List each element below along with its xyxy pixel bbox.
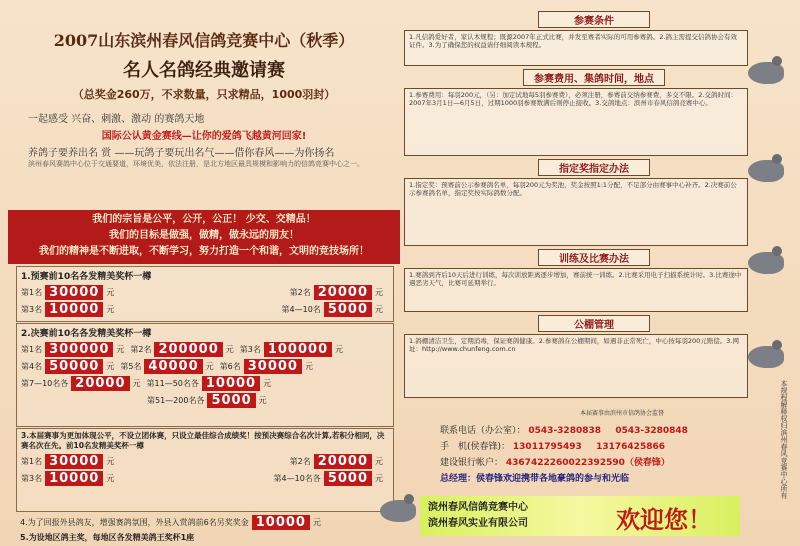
prize-amount: 5000: [207, 393, 255, 408]
company-name-1: 滨州春风信鸽竞赛中心: [428, 502, 528, 513]
pigeon-icon: [748, 346, 784, 368]
prize-label: 第1名: [21, 457, 43, 466]
prize-amount: 200000: [154, 342, 222, 357]
training-box: 1.赛鸽到齐后10天后进行训练，每次训放距离逐步增加，赛前统一训练。2.比赛采用电子扫描系统计时。3.比赛途中遇恶劣天气，比赛可延期举行。: [404, 268, 748, 312]
section-3-title: 3.本届赛事为更加体现公平，不设立团体赛，只设立最佳综合成绩奖！按预决赛综合名次计算,若积分相同，决赛名次在先。前10名发精美奖杯一樽: [21, 431, 385, 450]
prize-amount: 10000: [45, 471, 103, 486]
prize-label: 第4—10名各: [273, 474, 321, 483]
prize-row: [17, 301, 393, 318]
vertical-note: 本规程解释权归滨州春风竞赛中心所有: [780, 380, 788, 499]
prize-unit: 元: [132, 379, 141, 388]
bank-account: 4367422260022392590（侯春锋）: [505, 458, 670, 468]
prize-unit: 元: [116, 345, 125, 354]
prize-label: 第2名: [289, 288, 311, 297]
slogan-3: 养鸽子要养出名 赏 ——玩鸽子要玩出名气——借你春风——为你扬名: [28, 148, 335, 159]
pigeon-icon: [748, 62, 784, 84]
section-2-title: 2.决赛前10名各发精美奖杯一樽: [21, 329, 152, 339]
prize-section-3: [16, 428, 394, 512]
banner-line-1: 我们的宗旨是公平，公开，公正！ 少交、交精品！: [92, 214, 316, 225]
prize-unit: 元: [225, 345, 234, 354]
prize-amount: 5000: [324, 302, 372, 317]
contact-mobile: [440, 439, 688, 452]
prize-unit: 元: [106, 288, 115, 297]
prize-unit: 元: [375, 474, 383, 483]
event-title-2: 名人名鸽经典邀请赛: [123, 60, 285, 81]
prize-label: 第2名: [289, 457, 311, 466]
management-box: 1.鸽棚清洁卫生，定期消毒，保证赛鸽健康。2.参赛鸽在公棚期间，如遇非正常死亡，中心按每羽200元赔偿。3.网址：http://www.chunfeng.com.cn: [404, 334, 748, 398]
prize-unit: 元: [263, 379, 272, 388]
supervision-note: 本届赛事由滨州市信鸽协会监督: [580, 410, 665, 417]
intro-text: 滨州春风赛鸽中心位于交通要道，环境优美，依法注册，是北方地区最具规模和影响力的信鸽竞赛中心之一。: [28, 160, 364, 168]
slogans: [28, 108, 380, 161]
prize-label: 第3名: [21, 305, 43, 314]
prize-amount: 50000: [45, 359, 103, 374]
event-title-1: 2007山东滨州春风信鸽竞赛中心（秋季）: [53, 31, 355, 50]
manager-invitation: 总经理：侯春锋欢迎携带各地豪鸽的参与和光临: [440, 474, 630, 484]
prize-row: [17, 284, 393, 301]
prize-label: 第5名: [120, 362, 142, 371]
prize-section-1: [16, 266, 394, 322]
prize-amount: 100000: [264, 342, 332, 357]
prize-label: 第11—50名各: [146, 379, 199, 388]
prize-unit: 元: [375, 457, 383, 466]
prize-label: 第7—10名各: [21, 379, 69, 388]
prize-unit: 元: [304, 362, 313, 371]
prize-label: 第4—10名: [281, 305, 321, 314]
prize-amount: 10000: [252, 515, 310, 530]
phone-number: 0543-3280848: [615, 426, 688, 436]
banner-line-3: 我们的精神是不断进取，不断学习，努力打造一个和谐，文明的竞技场所！: [39, 246, 369, 257]
section-4-text: 4.为了回报外县鸽友，增强赛鸽氛围，外县入赏鸽前6名另奖奖金: [20, 518, 249, 527]
contact-label: 联系电话（办公室）：: [440, 426, 526, 436]
prize-section-4: [16, 514, 400, 531]
prize-row: [17, 453, 393, 470]
section-1-title: 1.预赛前10名各发精美奖杯一樽: [21, 272, 152, 282]
prize-label: 第51—200名各: [147, 396, 205, 405]
pigeon-icon: [380, 500, 416, 522]
contact-label: 手 机(侯春锋)：: [440, 442, 511, 452]
section-head-training: 训练及比赛办法: [538, 249, 650, 266]
prize-unit: 元: [375, 305, 383, 314]
prize-unit: 元: [335, 345, 344, 354]
fees-box: 1.参赛费用：每羽200元，（另：加定试地每5羽参赛费），必须注册，参赛前交纳参赛费，多交不限。2.交鸽时间：2007年3月1日—6月5日，过期1000羽参赛数满后则停止接收。3.交鸽地点：滨州市春风信鸽竞赛中心。: [404, 88, 748, 156]
prize-amount: 20000: [314, 454, 372, 469]
prize-amount: 30000: [244, 359, 302, 374]
prize-label: 第3名: [239, 345, 261, 354]
prize-amount: 40000: [144, 359, 202, 374]
prize-amount: 300000: [45, 342, 113, 357]
slogan-1: 一起感受 兴奋、刺激、激动 的赛鸽天地: [28, 114, 205, 125]
left-column: [8, 8, 400, 542]
footer-banner: [420, 496, 740, 536]
prize-amount: 10000: [202, 376, 260, 391]
prize-label: 第6名: [219, 362, 241, 371]
phone-number: 13176425866: [596, 442, 665, 452]
section-head-conditions: 参赛条件: [538, 11, 650, 28]
banner-line-2: 我们的目标是做强，做精，做永远的朋友！: [109, 230, 299, 241]
slogan-2: 国际公认黄金赛线—让你的爱鸽飞越黄河回家!: [101, 131, 307, 142]
contact-block: [440, 420, 688, 487]
phone-number: 0543-3280838: [528, 426, 602, 436]
contact-office: [440, 423, 688, 436]
prize-section-2: [16, 323, 394, 427]
prize-amount: 30000: [45, 454, 103, 469]
prize-amount: 20000: [314, 285, 372, 300]
prize-amount: 20000: [71, 376, 129, 391]
prize-unit: 元: [106, 305, 115, 314]
pigeon-icon: [748, 252, 784, 274]
prize-unit: 元: [205, 362, 214, 371]
prize-amount: 30000: [45, 285, 103, 300]
prize-unit: 元: [106, 457, 115, 466]
prize-unit: 元: [375, 288, 383, 297]
prize-unit: 元: [258, 396, 267, 405]
mission-banner: [8, 210, 400, 264]
designated-box: 1.指定奖：预赛前公示参赛鸽名单，每羽200元为奖池，奖金按照1:1分配，不足部分由赛事中心补齐。2.决赛前公示参赛鸽名单，指定奖按实际鸽数分配。: [404, 178, 748, 246]
prize-unit: 元: [106, 362, 115, 371]
conditions-box: 1.凡信鸽爱好者，家认本规程；既源2007年正式比赛，并发至赛者实际的可用参赛鸽。2.鸽主需提交信鸽协会有效证件。3.为了确保您的权益请仔细阅读本规程。: [404, 30, 748, 66]
prize-label: 第4名: [21, 362, 43, 371]
event-subtitle: （总奖金260万，不求数量，只求精品，1000羽封）: [72, 88, 336, 101]
prize-amount: 10000: [45, 302, 103, 317]
prize-row: [17, 392, 393, 409]
prize-row: [17, 341, 393, 358]
prize-label: 第3名: [21, 474, 43, 483]
prize-row: [17, 470, 393, 487]
company-name-2: 滨州春风实业有限公司: [428, 518, 528, 529]
prize-label: 第1名: [21, 345, 43, 354]
prize-amount: 5000: [324, 471, 372, 486]
prize-label: 第1名: [21, 288, 43, 297]
section-head-management: 公棚管理: [538, 315, 650, 332]
pigeon-icon: [748, 160, 784, 182]
phone-number: 13011795493: [512, 442, 582, 452]
contact-label: 建设银行帐户：: [440, 458, 504, 468]
section-5-text: 5.为设地区鸽主奖，每地区各发精美鸽王奖杯1座: [20, 533, 195, 542]
prize-unit: 元: [106, 474, 115, 483]
prize-row: [17, 358, 393, 375]
prize-row: [17, 375, 393, 392]
prize-label: 第2名: [130, 345, 152, 354]
section-head-fees: 参赛费用、集鸽时间，地点: [523, 69, 665, 86]
company-names: [428, 500, 528, 532]
contact-bank: [440, 455, 688, 468]
prize-unit: 元: [312, 518, 321, 527]
welcome-text: 欢迎您！: [616, 505, 712, 534]
section-head-designated: 指定奖指定办法: [538, 159, 650, 176]
